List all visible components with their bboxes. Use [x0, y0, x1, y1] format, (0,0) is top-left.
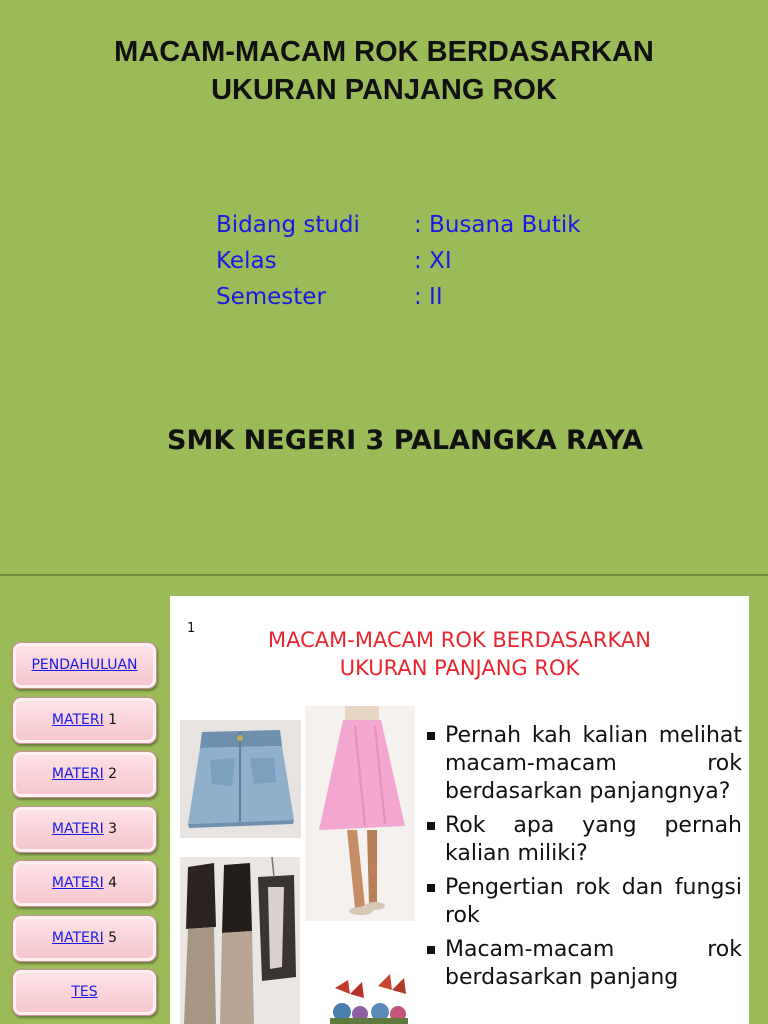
nav-suffix: 5 — [103, 929, 118, 946]
info-value: : II — [414, 284, 443, 310]
nav-suffix: 1 — [103, 711, 118, 728]
slide-title-line1: MACAM-MACAM ROK BERDASARKAN — [114, 36, 654, 68]
page-number: 1 — [187, 621, 196, 636]
nav-link[interactable]: PENDAHULUAN — [31, 657, 138, 673]
bullet-item: Pengertian rok dan fungsi rok — [425, 874, 742, 930]
panel-title-line1: MACAM-MACAM ROK BERDASARKAN — [268, 628, 651, 652]
slide-title-line2: UKURAN PANJANG ROK — [211, 74, 557, 106]
bullet-item: Pernah kah kalian melihat macam-macam rok berdasarkan panjangnya? — [425, 722, 742, 806]
nav-suffix: 3 — [103, 820, 118, 837]
denim-skirt-image — [180, 720, 301, 838]
nav-menu — [12, 642, 157, 1024]
info-key: Semester — [216, 284, 326, 310]
course-info — [216, 207, 581, 315]
info-row-class — [216, 243, 581, 279]
nav-button-materi-5[interactable] — [12, 915, 157, 962]
nav-link[interactable]: MATERI — [51, 929, 104, 946]
nav-link[interactable]: MATERI — [51, 766, 104, 782]
info-value: : Busana Butik — [414, 212, 581, 238]
nav-button-pendahuluan[interactable] — [12, 642, 157, 689]
info-key: Bidang studi — [216, 212, 360, 238]
school-name: SMK NEGERI 3 PALANGKA RAYA — [167, 425, 643, 456]
nav-button-materi-2[interactable] — [12, 751, 157, 798]
bullet-list — [425, 722, 742, 998]
slide-title — [0, 33, 768, 109]
bullet-item: Macam-macam rok berdasarkan panjang — [425, 936, 742, 992]
nav-link[interactable]: MATERI — [51, 875, 104, 891]
bullet-item: Rok apa yang pernah kalian miliki? — [425, 812, 742, 868]
content-panel — [170, 596, 749, 1024]
nav-link[interactable]: MATERI — [51, 711, 104, 728]
nav-link[interactable]: MATERI — [51, 820, 104, 837]
pink-skirt-image — [305, 706, 415, 921]
info-key: Kelas — [216, 248, 277, 274]
nav-link[interactable]: TES — [71, 984, 98, 1000]
panel-title — [170, 626, 749, 682]
butterfly-decoration-image — [320, 968, 415, 1024]
info-value: : XI — [414, 248, 452, 274]
nav-button-tes[interactable] — [12, 969, 157, 1016]
content-slide — [0, 576, 768, 1024]
nav-button-materi-4[interactable] — [12, 860, 157, 907]
info-row-semester — [216, 279, 581, 315]
panel-title-line2: UKURAN PANJANG ROK — [339, 656, 580, 680]
long-skirts-image — [180, 857, 300, 1024]
nav-suffix: 4 — [103, 875, 118, 891]
nav-suffix: 2 — [103, 766, 118, 782]
nav-button-materi-3[interactable] — [12, 806, 157, 853]
nav-button-materi-1[interactable] — [12, 697, 157, 744]
info-row-subject — [216, 207, 581, 243]
